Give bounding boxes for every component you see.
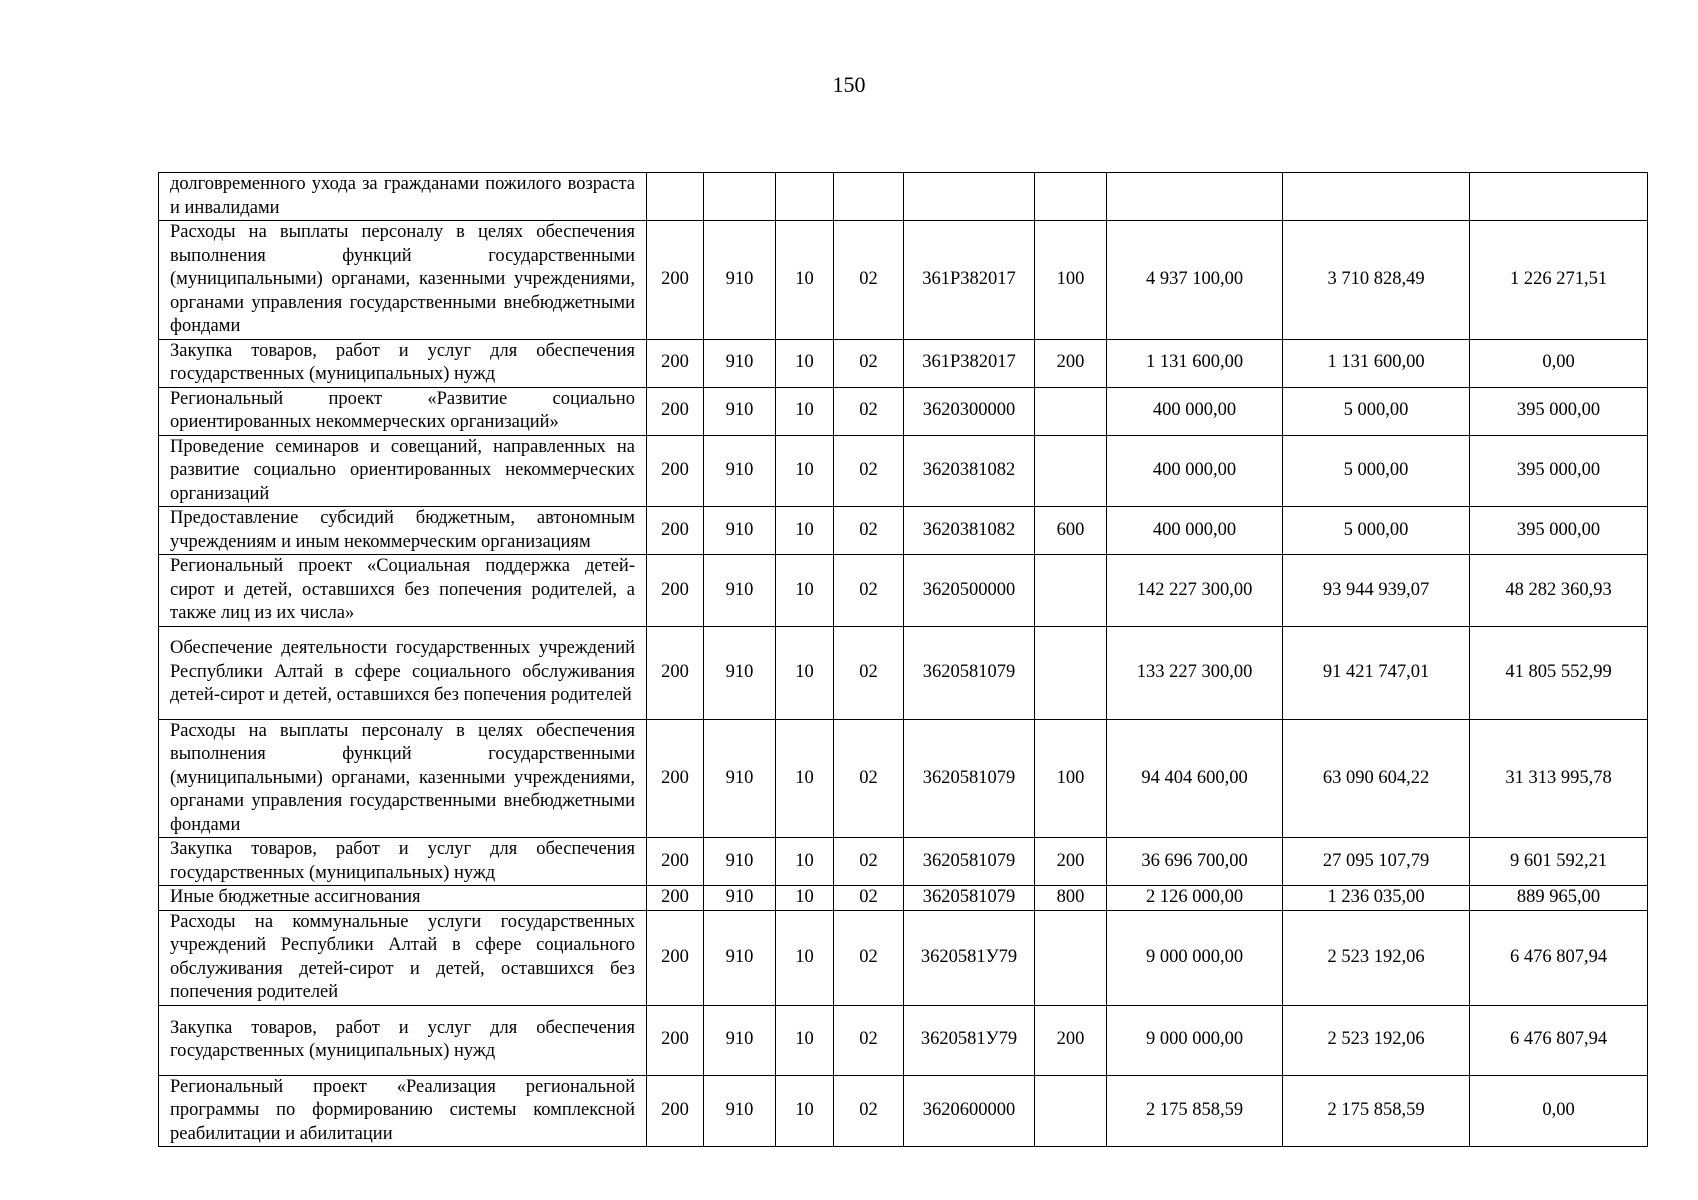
cell-gr: 200 bbox=[647, 555, 704, 627]
cell-subsection: 02 bbox=[834, 387, 904, 435]
cell-plan-amount: 400 000,00 bbox=[1107, 387, 1283, 435]
cell-expense-type bbox=[1035, 1075, 1107, 1147]
cell-remaining-amount: 0,00 bbox=[1470, 1075, 1648, 1147]
cell-gr: 200 bbox=[647, 339, 704, 387]
cell-section: 10 bbox=[776, 838, 834, 886]
cell-executed-amount: 2 175 858,59 bbox=[1283, 1075, 1470, 1147]
cell-target-article bbox=[904, 173, 1035, 221]
table-row bbox=[159, 1005, 1648, 1075]
row-description: Закупка товаров, работ и услуг для обеспечения государственных (муниципальных) нужд bbox=[159, 838, 647, 886]
cell-executed-amount: 27 095 107,79 bbox=[1283, 838, 1470, 886]
cell-expense-type: 200 bbox=[1035, 1005, 1107, 1075]
cell-ministry bbox=[704, 173, 776, 221]
cell-expense-type: 100 bbox=[1035, 719, 1107, 838]
cell-section: 10 bbox=[776, 626, 834, 719]
cell-plan-amount: 400 000,00 bbox=[1107, 507, 1283, 555]
row-description: Проведение семинаров и совещаний, направленных на развитие социально ориентированных некоммерческих организаций bbox=[159, 435, 647, 507]
cell-gr: 200 bbox=[647, 886, 704, 911]
table-row bbox=[159, 221, 1648, 340]
cell-ministry: 910 bbox=[704, 910, 776, 1005]
cell-plan-amount: 9 000 000,00 bbox=[1107, 1005, 1283, 1075]
cell-expense-type: 200 bbox=[1035, 838, 1107, 886]
cell-ministry: 910 bbox=[704, 507, 776, 555]
cell-executed-amount: 2 523 192,06 bbox=[1283, 910, 1470, 1005]
cell-subsection: 02 bbox=[834, 507, 904, 555]
cell-ministry: 910 bbox=[704, 719, 776, 838]
budget-table bbox=[158, 172, 1648, 1147]
cell-ministry: 910 bbox=[704, 555, 776, 627]
cell-gr: 200 bbox=[647, 1075, 704, 1147]
cell-section bbox=[776, 173, 834, 221]
cell-gr: 200 bbox=[647, 387, 704, 435]
cell-ministry: 910 bbox=[704, 387, 776, 435]
cell-target-article: 3620500000 bbox=[904, 555, 1035, 627]
cell-subsection: 02 bbox=[834, 435, 904, 507]
cell-subsection: 02 bbox=[834, 221, 904, 340]
cell-target-article: 3620600000 bbox=[904, 1075, 1035, 1147]
cell-section: 10 bbox=[776, 221, 834, 340]
cell-plan-amount: 133 227 300,00 bbox=[1107, 626, 1283, 719]
cell-plan-amount: 4 937 100,00 bbox=[1107, 221, 1283, 340]
cell-executed-amount: 1 131 600,00 bbox=[1283, 339, 1470, 387]
table-row bbox=[159, 886, 1648, 911]
cell-plan-amount: 142 227 300,00 bbox=[1107, 555, 1283, 627]
cell-section: 10 bbox=[776, 507, 834, 555]
table-row bbox=[159, 387, 1648, 435]
row-description: Закупка товаров, работ и услуг для обеспечения государственных (муниципальных) нужд bbox=[159, 1005, 647, 1075]
cell-expense-type: 600 bbox=[1035, 507, 1107, 555]
cell-subsection: 02 bbox=[834, 339, 904, 387]
cell-gr: 200 bbox=[647, 1005, 704, 1075]
cell-remaining-amount: 31 313 995,78 bbox=[1470, 719, 1648, 838]
cell-subsection: 02 bbox=[834, 719, 904, 838]
cell-ministry: 910 bbox=[704, 886, 776, 911]
cell-expense-type: 800 bbox=[1035, 886, 1107, 911]
cell-ministry: 910 bbox=[704, 838, 776, 886]
table-row bbox=[159, 1075, 1648, 1147]
cell-remaining-amount: 48 282 360,93 bbox=[1470, 555, 1648, 627]
row-description: Региональный проект «Реализация региональной программы по формированию системы комплексной реабилитации и абилитации bbox=[159, 1075, 647, 1147]
cell-ministry: 910 bbox=[704, 221, 776, 340]
cell-expense-type bbox=[1035, 626, 1107, 719]
cell-remaining-amount: 41 805 552,99 bbox=[1470, 626, 1648, 719]
cell-expense-type: 200 bbox=[1035, 339, 1107, 387]
cell-subsection: 02 bbox=[834, 838, 904, 886]
cell-target-article: 3620581079 bbox=[904, 886, 1035, 911]
table-row bbox=[159, 719, 1648, 838]
cell-section: 10 bbox=[776, 435, 834, 507]
cell-remaining-amount: 1 226 271,51 bbox=[1470, 221, 1648, 340]
row-description: Расходы на выплаты персоналу в целях обеспечения выполнения функций государственными (муниципальными) органами, казенными учреждениями, органами управления государственными внебюджетными фондами bbox=[159, 719, 647, 838]
row-description: Предоставление субсидий бюджетным, автономным учреждениям и иным некоммерческим организациям bbox=[159, 507, 647, 555]
cell-subsection: 02 bbox=[834, 1075, 904, 1147]
cell-ministry: 910 bbox=[704, 1005, 776, 1075]
cell-plan-amount: 1 131 600,00 bbox=[1107, 339, 1283, 387]
table-row bbox=[159, 838, 1648, 886]
row-description: Расходы на выплаты персоналу в целях обеспечения выполнения функций государственными (муниципальными) органами, казенными учреждениями, органами управления государственными внебюджетными фондами bbox=[159, 221, 647, 340]
cell-section: 10 bbox=[776, 1075, 834, 1147]
table-row bbox=[159, 173, 1648, 221]
cell-ministry: 910 bbox=[704, 435, 776, 507]
table-row bbox=[159, 435, 1648, 507]
cell-gr: 200 bbox=[647, 838, 704, 886]
cell-executed-amount: 1 236 035,00 bbox=[1283, 886, 1470, 911]
cell-target-article: 361P382017 bbox=[904, 221, 1035, 340]
cell-expense-type bbox=[1035, 910, 1107, 1005]
cell-section: 10 bbox=[776, 387, 834, 435]
cell-section: 10 bbox=[776, 719, 834, 838]
cell-remaining-amount: 395 000,00 bbox=[1470, 387, 1648, 435]
table-row bbox=[159, 626, 1648, 719]
cell-plan-amount: 36 696 700,00 bbox=[1107, 838, 1283, 886]
cell-executed-amount: 93 944 939,07 bbox=[1283, 555, 1470, 627]
row-description: Закупка товаров, работ и услуг для обеспечения государственных (муниципальных) нужд bbox=[159, 339, 647, 387]
cell-subsection: 02 bbox=[834, 626, 904, 719]
cell-executed-amount: 91 421 747,01 bbox=[1283, 626, 1470, 719]
cell-executed-amount: 5 000,00 bbox=[1283, 435, 1470, 507]
cell-subsection: 02 bbox=[834, 1005, 904, 1075]
cell-target-article: 3620381082 bbox=[904, 435, 1035, 507]
cell-gr: 200 bbox=[647, 221, 704, 340]
cell-remaining-amount: 9 601 592,21 bbox=[1470, 838, 1648, 886]
cell-expense-type bbox=[1035, 387, 1107, 435]
cell-remaining-amount: 6 476 807,94 bbox=[1470, 1005, 1648, 1075]
cell-expense-type: 100 bbox=[1035, 221, 1107, 340]
row-description: Иные бюджетные ассигнования bbox=[159, 886, 647, 911]
cell-executed-amount: 5 000,00 bbox=[1283, 387, 1470, 435]
cell-target-article: 3620581079 bbox=[904, 719, 1035, 838]
cell-executed-amount: 63 090 604,22 bbox=[1283, 719, 1470, 838]
table-row bbox=[159, 555, 1648, 627]
cell-target-article: 3620581У79 bbox=[904, 910, 1035, 1005]
cell-target-article: 3620381082 bbox=[904, 507, 1035, 555]
cell-section: 10 bbox=[776, 1005, 834, 1075]
cell-ministry: 910 bbox=[704, 1075, 776, 1147]
cell-gr: 200 bbox=[647, 435, 704, 507]
cell-subsection: 02 bbox=[834, 555, 904, 627]
cell-gr: 200 bbox=[647, 507, 704, 555]
cell-plan-amount: 9 000 000,00 bbox=[1107, 910, 1283, 1005]
cell-remaining-amount: 0,00 bbox=[1470, 339, 1648, 387]
cell-executed-amount: 3 710 828,49 bbox=[1283, 221, 1470, 340]
cell-expense-type bbox=[1035, 435, 1107, 507]
cell-target-article: 3620300000 bbox=[904, 387, 1035, 435]
cell-ministry: 910 bbox=[704, 339, 776, 387]
cell-plan-amount: 400 000,00 bbox=[1107, 435, 1283, 507]
cell-remaining-amount: 395 000,00 bbox=[1470, 507, 1648, 555]
cell-executed-amount bbox=[1283, 173, 1470, 221]
cell-section: 10 bbox=[776, 886, 834, 911]
table-row bbox=[159, 339, 1648, 387]
row-description: Региональный проект «Социальная поддержка детей-сирот и детей, оставшихся без попечения родителей, а также лиц из их числа» bbox=[159, 555, 647, 627]
cell-target-article: 361P382017 bbox=[904, 339, 1035, 387]
cell-ministry: 910 bbox=[704, 626, 776, 719]
cell-plan-amount: 2 126 000,00 bbox=[1107, 886, 1283, 911]
cell-section: 10 bbox=[776, 910, 834, 1005]
cell-target-article: 3620581У79 bbox=[904, 1005, 1035, 1075]
cell-gr: 200 bbox=[647, 719, 704, 838]
cell-subsection: 02 bbox=[834, 886, 904, 911]
table-row bbox=[159, 507, 1648, 555]
table-row bbox=[159, 910, 1648, 1005]
cell-target-article: 3620581079 bbox=[904, 626, 1035, 719]
cell-gr: 200 bbox=[647, 626, 704, 719]
row-description: Обеспечение деятельности государственных учреждений Республики Алтай в сфере социального обслуживания детей-сирот и детей, оставшихся без попечения родителей bbox=[159, 626, 647, 719]
cell-expense-type bbox=[1035, 555, 1107, 627]
cell-plan-amount bbox=[1107, 173, 1283, 221]
cell-section: 10 bbox=[776, 339, 834, 387]
cell-subsection: 02 bbox=[834, 910, 904, 1005]
cell-section: 10 bbox=[776, 555, 834, 627]
row-description: Региональный проект «Развитие социально ориентированных некоммерческих организаций» bbox=[159, 387, 647, 435]
row-description: долговременного ухода за гражданами пожилого возраста и инвалидами bbox=[159, 173, 647, 221]
cell-executed-amount: 2 523 192,06 bbox=[1283, 1005, 1470, 1075]
cell-target-article: 3620581079 bbox=[904, 838, 1035, 886]
cell-executed-amount: 5 000,00 bbox=[1283, 507, 1470, 555]
row-description: Расходы на коммунальные услуги государственных учреждений Республики Алтай в сфере социального обслуживания детей-сирот и детей, оставшихся без попечения родителей bbox=[159, 910, 647, 1005]
cell-plan-amount: 2 175 858,59 bbox=[1107, 1075, 1283, 1147]
cell-subsection bbox=[834, 173, 904, 221]
cell-remaining-amount: 395 000,00 bbox=[1470, 435, 1648, 507]
page-number: 150 bbox=[832, 72, 866, 97]
cell-plan-amount: 94 404 600,00 bbox=[1107, 719, 1283, 838]
cell-remaining-amount: 889 965,00 bbox=[1470, 886, 1648, 911]
cell-gr: 200 bbox=[647, 910, 704, 1005]
cell-remaining-amount: 6 476 807,94 bbox=[1470, 910, 1648, 1005]
cell-expense-type bbox=[1035, 173, 1107, 221]
cell-remaining-amount bbox=[1470, 173, 1648, 221]
cell-gr bbox=[647, 173, 704, 221]
